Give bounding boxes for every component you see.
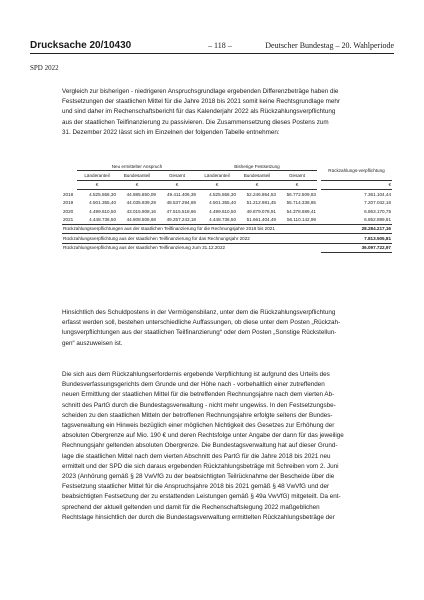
text-line: 2023 (Anhörung gemäß § 28 VwVfG zu der beabsichtigten Teilrücknahme der Bescheide über die: [62, 473, 335, 481]
table-cell: 52.246.954,53: [246, 191, 276, 197]
text-line: Bundesverfassungsgerichts dem Grunde und der Höhe nach - vorbehaltlich einer zutreffenden: [62, 381, 325, 389]
paragraph-liability-position: [62, 308, 388, 349]
sum-row: [62, 224, 392, 233]
column-header: Gesamt: [288, 173, 306, 179]
table-cell: 4.499.610,50: [89, 208, 116, 214]
page-header: [30, 40, 394, 52]
table-cell: 4.448.736,50: [89, 217, 116, 223]
table-cell: 51.212.981,45: [246, 200, 276, 206]
section-label: SPD 2022: [30, 64, 59, 72]
table-cell: 6.852.899,81: [364, 217, 391, 223]
table-cell: 48.537.294,69: [166, 200, 196, 206]
text-line: tagsverwaltung ein Hinweis bezüglich einer möglichen Nichtigkeit des Gesetzes zur Erhöhung der: [62, 422, 335, 430]
table-cell: 4.501.355,40: [89, 200, 116, 206]
table-cell: 49.257.243,18: [166, 217, 196, 223]
text-line: Festsetzungen der staatlichen Mittel für die Jahre 2018 bis 2021 somit keine Rechtsgrundlage mehr: [62, 98, 340, 106]
currency-cell: €: [117, 180, 157, 189]
table-cell: 4.525.556,30: [89, 191, 116, 197]
table-cell: 44.885.850,09: [126, 191, 156, 197]
bundestag-period: Deutscher Bundestag – 20. Wahlperiode: [265, 41, 394, 50]
text-line: sprechend der aktuell geltenden und damit für die Rechenschaftslegung 2022 maßgeblichen: [62, 503, 320, 511]
text-line: Vergleich zur bisherigen - niedrigeren Anspruchsgrundlage ergebenden Differenzbeträge haben die: [62, 88, 339, 95]
table-row: [62, 215, 392, 224]
column-header-repayment: Rückzahlungs-verpflichtung: [328, 167, 385, 173]
year-cell: 2018: [63, 191, 74, 197]
sum-row: [62, 234, 392, 243]
sum-row: [62, 243, 392, 252]
text-line: Festsetzung staatlicher Mittel für die Anspruchsjahre 2018 bis 2021 gemäß § 48 VwVfG und der: [62, 483, 330, 491]
text-line: lage die staatlichen Mittel nach dem vierten Abschnitt des PartG für die Jahre 2018 bis 2021 neu: [62, 452, 331, 460]
table-row: [62, 207, 392, 215]
column-header: Bundesanteil: [123, 173, 151, 179]
text-line: neuen Ermittlung der staatlichen Mittel für die betreffenden Rechnungsjahre nach dem vierten Ab-: [62, 391, 335, 399]
table-cell: 4.499.610,50: [209, 208, 236, 214]
text-line: schnitt des PartG durch die Bundestagsverwaltung - nicht mehr ungewiss. In den Festsetzungsbe-: [62, 401, 336, 409]
text-line: gen“ auszuweisen ist.: [62, 339, 123, 347]
currency-cell: €: [157, 180, 197, 189]
intro-paragraph: [62, 87, 388, 138]
table-cell: 7.361.104,44: [364, 191, 391, 197]
text-line: erfasst werden soll, bestehen unterschiedliche Auffassungen, ob diese unter dem Posten „Rückzah-: [62, 319, 341, 327]
text-line: ermittelt und der SPD die sich daraus ergebenden Rückzahlungsbeträge mit Schreiben vom 2. Juni: [62, 462, 339, 470]
group-header-previous: Bisherige Festsetzung: [197, 162, 317, 171]
table-cell: 56.110.142,99: [286, 217, 316, 223]
sum-value: 36.097.722,97: [321, 243, 392, 252]
header-rule: [30, 53, 394, 54]
sum-value: 7.813.505,81: [321, 234, 392, 243]
table-cell: 55.714.336,85: [286, 200, 316, 206]
group-header-new: Neu ermittelter Anspruch: [77, 162, 197, 171]
currency-cell: €: [77, 180, 117, 189]
table-cell: 56.772.509,83: [286, 191, 316, 197]
text-line: und sind daher im Rechenschaftsbericht für das Kalenderjahr 2022 als Rückzahlungsverpflichtung: [62, 108, 336, 116]
column-header: Länderanteil: [204, 173, 230, 179]
column-header: Länderanteil: [84, 173, 110, 179]
text-line: scheiden zu den staatlichen Mitteln der betroffenen Rechnungsjahre erfolgte seitens der Bundes-: [62, 411, 333, 419]
text-line: aus der staatlichen Teilfinanzierung zu passivieren. Die Zusammensetzung dieses Postens zum: [62, 118, 329, 126]
table-cell: 44.035.939,29: [126, 200, 156, 206]
text-line: Rechtslage hinsichtlich der durch die Bundestagsverwaltung ermittelten Rückzahlungsbeträge der: [62, 513, 335, 521]
page-number: – 118 –: [208, 41, 232, 50]
table-cell: 49.879.078,91: [246, 208, 276, 214]
repayment-table: [62, 162, 392, 253]
text-line: Die sich aus dem Rückzahlungserfordernis ergebende Verpflichtung ist aufgrund des Urteils des: [62, 371, 330, 378]
table-cell: 51.661.404,49: [246, 217, 276, 223]
text-line: lungsverpflichtungen aus der staatlichen Teilfinanzierung“ oder dem Posten „Sonstige Rückstellun-: [62, 329, 337, 337]
table-cell: 7.207.042,16: [364, 200, 391, 206]
table-cell: 49.411.406,39: [166, 191, 196, 197]
text-line: Rechnungsjahr geltenden absoluten Obergrenze. Die Bundestagsverwaltung hat auf dieser Grund-: [62, 442, 338, 450]
drucksache-number: Drucksache 20/10430: [30, 40, 132, 51]
column-header: Gesamt: [168, 173, 186, 179]
currency-cell: €: [237, 180, 277, 189]
table-cell: 6.863.170,75: [364, 208, 391, 214]
text-line: 31. Dezember 2022 lässt sich im Einzelnen der folgenden Tabelle entnehmen:: [62, 128, 280, 136]
table-cell: 54.378.689,41: [286, 208, 316, 214]
table-cell: 43.015.908,16: [126, 208, 156, 214]
text-line: Hinsichtlich des Schuldpostens in der Vermögensbilanz, unter dem die Rückzahlungsverpflichtung: [62, 309, 336, 316]
sum-label: Rückzahlungsverpflichtung aus der staatlichen Teilfinanzierung zum 31.12.2022: [62, 243, 317, 252]
table-cell: 4.448.736,50: [209, 217, 236, 223]
sum-label: Rückzahlungsverpflichtung aus der staatlichen Teilfinanzierung für das Rechnungsjahr 2022: [62, 234, 317, 243]
sum-label: Rückzahlungsverpflichtungen aus der staatlichen Teilfinanzierung für die Rechnungsjahre 2018 bis 2021: [62, 224, 317, 233]
text-line: beabsichtigten Festsetzung der zu erstattenden Leistungen gemäß § 49a VwVfG) mitgeteilt. Da ent-: [62, 493, 341, 501]
table-row: [62, 190, 392, 199]
paragraph-repayment-obligation: [62, 370, 388, 523]
table-cell: 4.501.355,40: [209, 200, 236, 206]
year-cell: 2021: [63, 217, 74, 223]
currency-cell: €: [321, 180, 392, 189]
table-cell: 44.808.506,68: [126, 217, 156, 223]
currency-cell: €: [197, 180, 237, 189]
table-row: [62, 199, 392, 207]
column-header: Bundesanteil: [243, 173, 271, 179]
year-cell: 2020: [63, 208, 74, 214]
table-cell: 4.525.556,30: [209, 191, 236, 197]
sum-value: 28.284.217,16: [321, 224, 392, 233]
text-line: absoluten Obergrenze auf Mio. 190 € und deren Rechtsfolge unter Angabe der dann für das jeweilige: [62, 432, 344, 440]
currency-cell: €: [277, 180, 317, 189]
table-cell: 47.515.518,66: [166, 208, 196, 214]
year-cell: 2019: [63, 200, 74, 206]
